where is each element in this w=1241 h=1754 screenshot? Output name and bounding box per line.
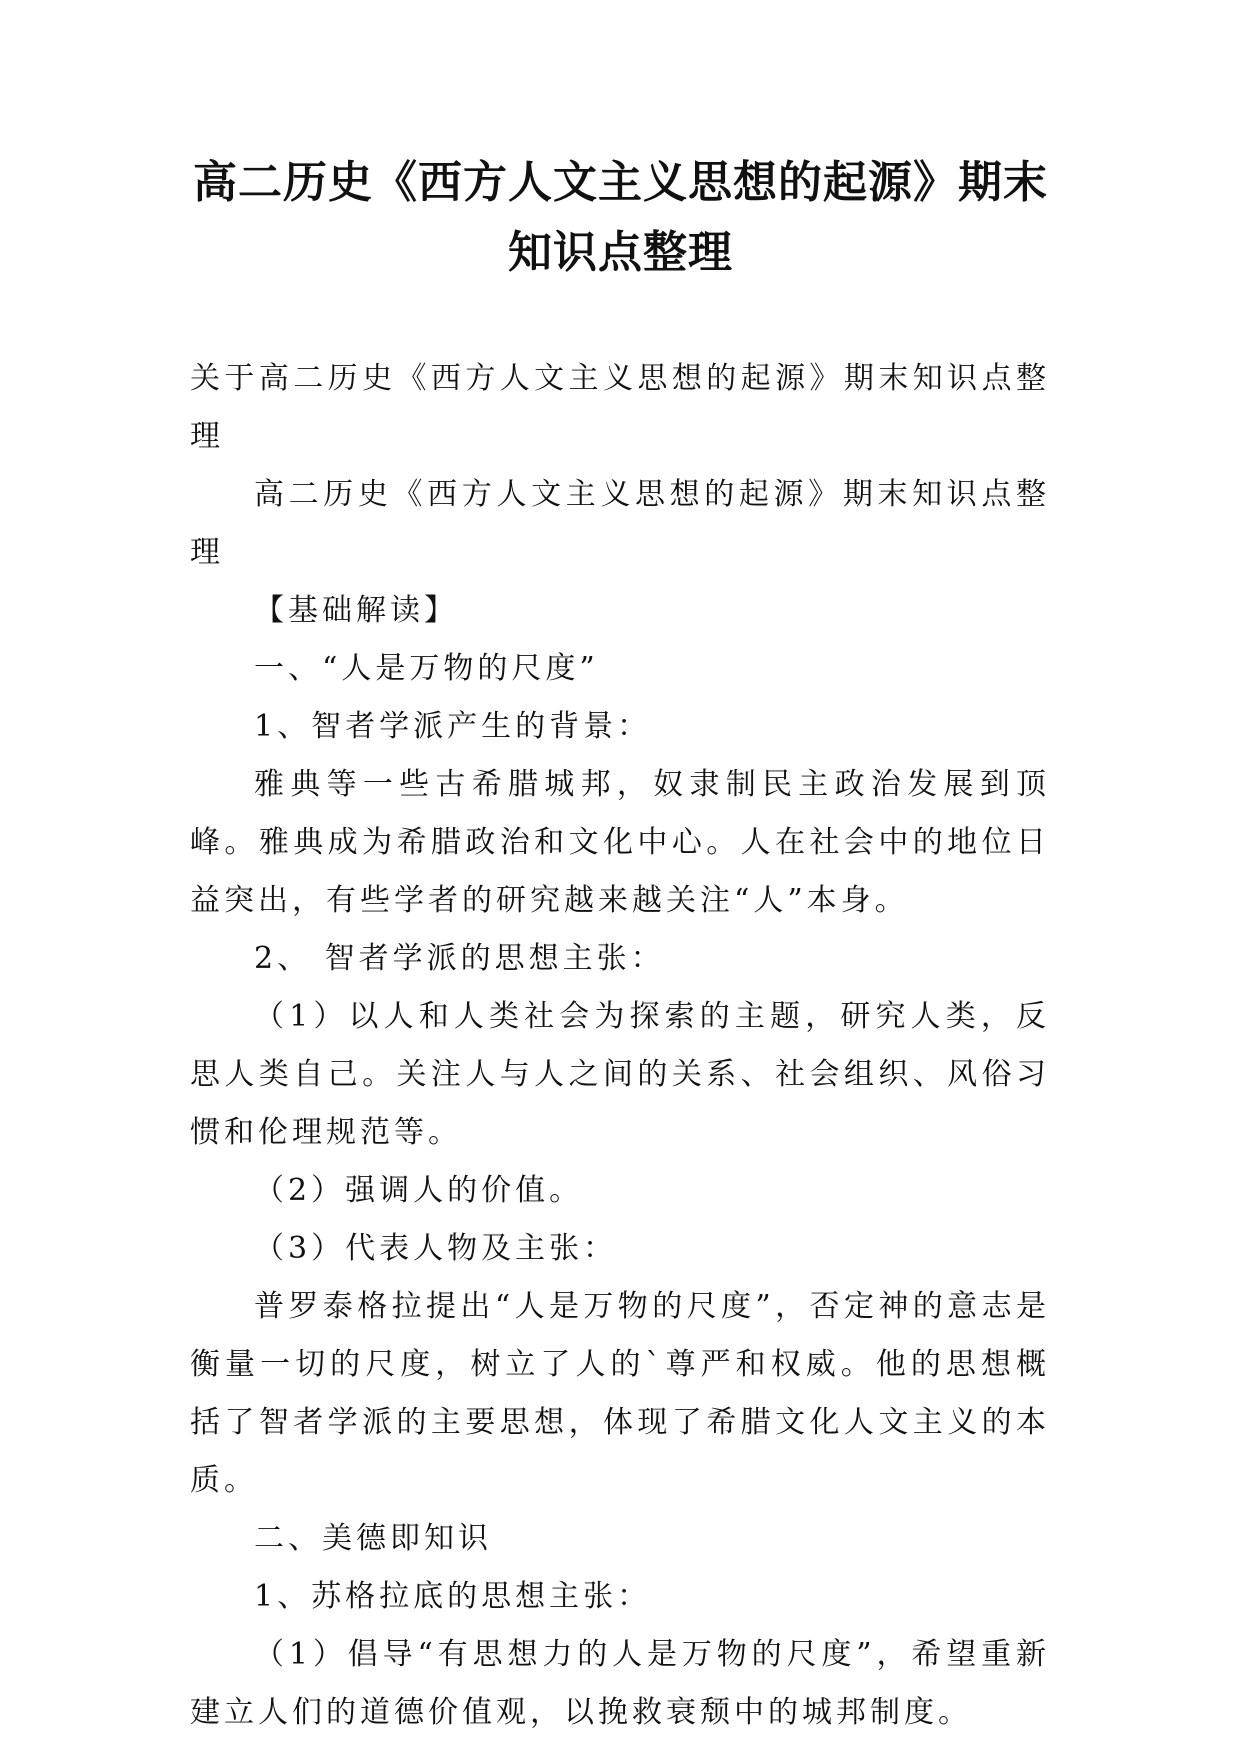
paragraph: （2）强调人的价值。 [254,1173,584,1208]
paragraph: 普罗泰格拉提出“人是万物的尺度”，否定神的意志是衡量一切的尺度，树立了人的`尊严和权威。他的思想概括了智者学派的主要思想，体现了希腊文化人文主义的本质。 [190,1289,1050,1498]
document-title-line-2: 知识点整理 [508,227,733,278]
paragraph: 关于高二历史《西方人文主义思想的起源》期末知识点整理 [190,361,1050,454]
section-heading: 一、“人是万物的尺度” [254,651,599,686]
subsection-heading: 1、智者学派产生的背景： [254,709,652,744]
paragraph: 高二历史《西方人文主义思想的起源》期末知识点整理 [190,477,1050,570]
document-body [190,350,1050,1742]
document-title-line-1: 高二历史《西方人文主义思想的起源》期末 [193,157,1048,208]
subsection-heading: 1、苏格拉底的思想主张： [254,1579,652,1614]
paragraph: （1）以人和人类社会为探索的主题，研究人类，反思人类自己。关注人与人之间的关系、社会组织、风俗习惯和伦理规范等。 [190,999,1050,1150]
section-label: 【基础解读】 [254,593,458,628]
paragraph: 雅典等一些古希腊城邦，奴隶制民主政治发展到顶峰。雅典成为希腊政治和文化中心。人在社会中的地位日益突出，有些学者的研究越来越关注“人”本身。 [190,767,1050,918]
section-heading: 二、美德即知识 [254,1521,492,1556]
paragraph: （3）代表人物及主张： [254,1231,618,1266]
paragraph: （1）倡导“有思想力的人是万物的尺度”，希望重新建立人们的道德价值观，以挽救衰颓中的城邦制度。 [190,1637,1050,1730]
subsection-heading: 2、 智者学派的思想主张： [254,941,665,976]
